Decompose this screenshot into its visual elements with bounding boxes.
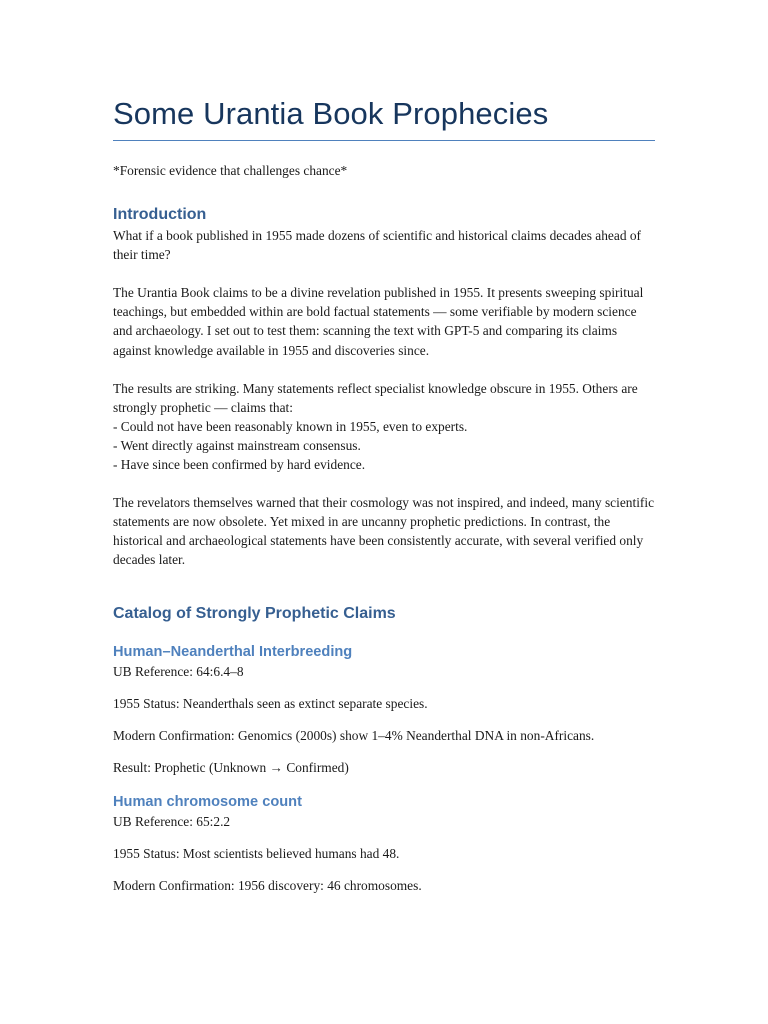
list-item: - Went directly against mainstream consensus. — [113, 437, 361, 453]
list-item: - Have since been confirmed by hard evidence. — [113, 457, 366, 473]
claim-confirmation: Modern Confirmation: 1956 discovery: 46 chromosomes. — [113, 878, 422, 894]
claim-status: 1955 Status: Neanderthals seen as extinct separate species. — [113, 695, 428, 711]
introduction-heading: Introduction — [113, 206, 207, 224]
intro-paragraph-4: The revelators themselves warned that their cosmology was not inspired, and indeed, many scientific statements are now obsolete. Yet mixed in are uncanny prophetic predictions. In contrast, the historical and archaeological statements have been consistently accurate, with several verified only decades later. — [113, 495, 655, 568]
list-item: - Could not have been reasonably known in 1955, even to experts. — [113, 418, 468, 434]
claim-heading-neanderthal: Human–Neanderthal Interbreeding — [113, 643, 353, 660]
page-title: Some Urantia Book Prophecies — [113, 95, 655, 141]
intro-paragraph-3 — [113, 379, 655, 474]
claim-result: Result: Prophetic (Unknown → Confirmed) — [113, 759, 349, 775]
claim-status: 1955 Status: Most scientists believed humans had 48. — [113, 845, 400, 861]
claim-confirmation: Modern Confirmation: Genomics (2000s) show 1–4% Neanderthal DNA in non-Africans. — [113, 727, 595, 743]
intro-paragraph-2: The Urantia Book claims to be a divine revelation published in 1955. It presents sweeping spiritual teachings, but embedded within are bold factual statements — some verifiable by modern science and archaeology. I set out to test them: scanning the text with GPT-5 and comparing its claims against knowledge available in 1955 and discoveries since. — [113, 285, 644, 358]
document-content — [113, 95, 655, 895]
subtitle: *Forensic evidence that challenges chance* — [113, 163, 348, 178]
catalog-heading: Catalog of Strongly Prophetic Claims — [113, 604, 396, 622]
intro-paragraph-3-text: The results are striking. Many statements reflect specialist knowledge obscure in 1955. Others are strongly prophetic — claims that: — [113, 380, 638, 415]
intro-paragraph-1: What if a book published in 1955 made dozens of scientific and historical claims decades ahead of their time? — [113, 228, 642, 263]
claim-reference: UB Reference: 65:2.2 — [113, 813, 231, 829]
claim-reference: UB Reference: 64:6.4–8 — [113, 663, 244, 679]
claim-heading-chromosome: Human chromosome count — [113, 793, 302, 810]
